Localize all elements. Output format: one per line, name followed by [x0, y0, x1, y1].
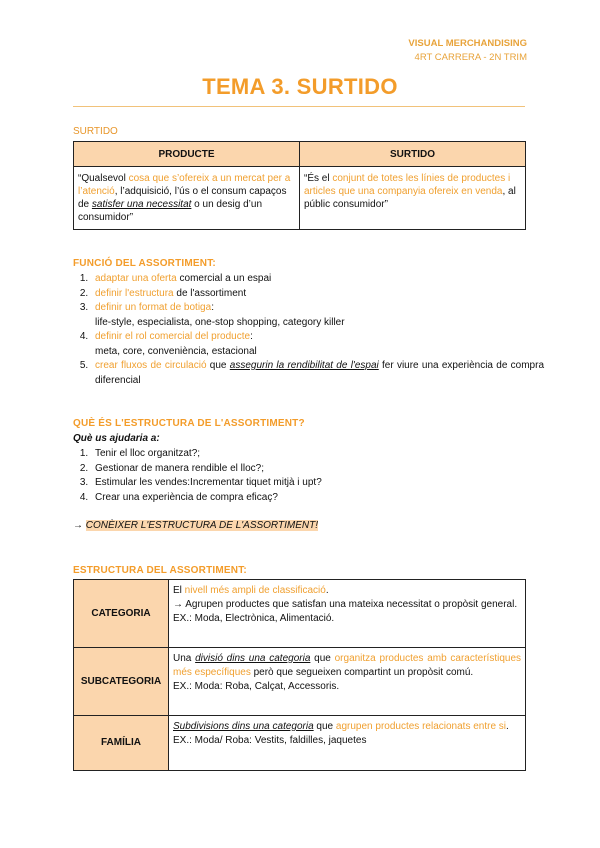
text-span: El: [173, 585, 185, 596]
example-text: EX.: Moda, Electrònica, Alimentació.: [173, 613, 335, 624]
list-item: 3. Estimular les vendes:Incrementar tiquet mitjà i upt?: [91, 476, 544, 491]
highlight-text: cosa que s’ofereix a un mercat per a l’atenció: [78, 173, 291, 197]
definitions-table: [73, 141, 526, 230]
list-item: [91, 359, 544, 388]
text-span: life-style, especialista, one-stop shopping, category killer: [95, 316, 345, 328]
surtido-header: SURTIDO: [300, 142, 526, 167]
text-span: meta, core, conveniència, estacional: [95, 345, 257, 357]
highlight-text: agrupen productes relacionats entre si: [335, 721, 507, 732]
list-item: 2. Gestionar de manera rendible el lloc?;: [91, 462, 544, 477]
list-item: 4. Crear una experiència de compra eficaç?: [91, 491, 544, 506]
text-span: :: [211, 302, 214, 313]
producte-header: PRODUCTE: [74, 142, 300, 167]
estructura-table: [73, 579, 526, 771]
subcategoria-description: [169, 648, 526, 716]
list-item: 1. Tenir el lloc organitzat?;: [91, 447, 544, 462]
highlight-text: conjunt de totes les línies de productes i articles que una companyia ofereix en venda: [304, 173, 511, 197]
estructura-question-title: QUÈ ÉS L'ESTRUCTURA DE L'ASSORTIMENT?: [73, 418, 305, 429]
subcategoria-key: SUBCATEGORIA: [74, 648, 169, 716]
funcio-title: FUNCIÓ DEL ASSORTIMENT:: [73, 258, 216, 269]
underlined-text: divisió dins una categoria: [195, 653, 311, 664]
list-item: [91, 301, 544, 330]
highlight-text: crear fluxos de circulació: [95, 360, 207, 371]
highlight-text: organitza productes amb característiques més específiques: [173, 653, 522, 678]
familia-key: FAMÍLIA: [74, 716, 169, 771]
underlined-text: Subdivisions dins una categoria: [173, 721, 314, 732]
familia-description: [169, 716, 526, 771]
highlight-text: nivell més ampli de classificació: [184, 585, 326, 596]
conclusion-line: [73, 520, 318, 531]
text-span: o un desig d’un consumidor”: [78, 199, 263, 223]
list-item: [91, 330, 544, 359]
highlight-text: adaptar una oferta: [95, 273, 177, 284]
highlight-text: definir un format de botiga: [95, 302, 212, 313]
text-span: que: [206, 360, 230, 371]
page-title: TEMA 3. SURTIDO: [202, 74, 398, 99]
underlined-text: satisfer una necessitat: [91, 199, 192, 210]
example-text: EX.: Moda: Roba, Calçat, Accessoris.: [173, 681, 340, 692]
header-subject: VISUAL MERCHANDISING: [408, 38, 527, 49]
funcio-list: [73, 272, 544, 388]
highlight-text: definir el rol comercial del producte: [95, 331, 251, 342]
text-span: “Qualsevol: [78, 173, 129, 184]
list-item: [91, 287, 544, 302]
text-span: comercial a un espai: [176, 273, 272, 284]
text-span: fer viure una experiència de compra diferencial: [95, 360, 545, 386]
title-divider: [73, 106, 525, 107]
text-span: però que segueixen compartint un propòsit comú.: [250, 667, 474, 678]
surtido-definition: [300, 167, 526, 230]
text-span: , al públic consumidor”: [304, 186, 516, 210]
categoria-key: CATEGORIA: [74, 580, 169, 648]
highlighted-conclusion: CONÈIXER L'ESTRUCTURA DE L'ASSORTIMENT!: [85, 520, 318, 531]
surtido-label: SURTIDO: [73, 126, 118, 137]
arrow-icon: →: [73, 520, 86, 531]
text-span: que: [310, 653, 335, 664]
producte-definition: [74, 167, 300, 230]
header-course: 4RT CARRERA - 2N TRIM: [414, 52, 527, 63]
text-span: .: [325, 585, 329, 596]
categoria-description: [169, 580, 526, 648]
text-span: :: [250, 331, 253, 342]
text-span: .: [506, 721, 509, 732]
example-text: EX.: Moda/ Roba: Vestits, faldilles, jaquetes: [173, 735, 367, 746]
estructura-question-subtitle: Què us ajudaria a:: [73, 433, 160, 444]
text-span: Una: [173, 653, 196, 664]
highlight-text: definir l'estructura: [95, 287, 174, 299]
list-item: [91, 272, 544, 287]
text-span: , l’adquisició, l’ús o el consum capaços de: [78, 186, 287, 210]
text-span: que: [313, 721, 336, 732]
text-span: de l'assortiment: [173, 287, 247, 299]
estructura-title: ESTRUCTURA DEL ASSORTIMENT:: [73, 565, 247, 576]
text-span: → Agrupen productes que satisfan una mateixa necessitat o propòsit general.: [173, 599, 518, 610]
underlined-text: assegurin la rendibilitat de l'espai: [229, 360, 379, 371]
document-header: [408, 37, 527, 65]
estructura-question-list: [73, 447, 544, 505]
text-span: “És el: [304, 173, 333, 184]
